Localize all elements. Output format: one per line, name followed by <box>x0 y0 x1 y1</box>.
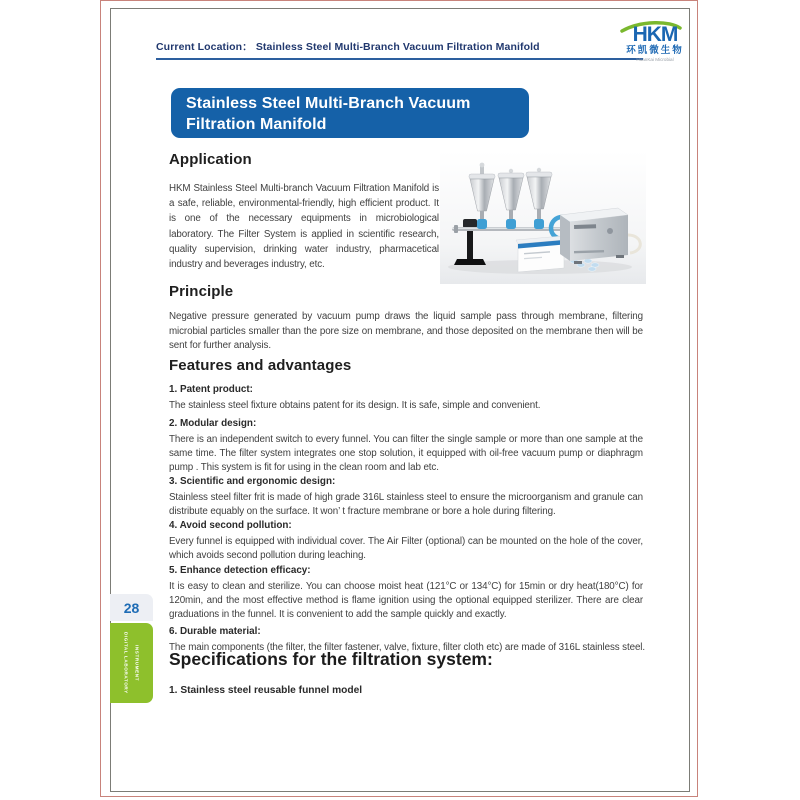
application-body: HKM Stainless Steel Multi-branch Vacuum Filtration Manifold is a safe, reliable, environmental-friendly, high efficient product. It is one of the necessary equipments in microbiological laboratory. The Filter System is applied in scientific research, quality supervision, drinking water industry, pharmacetical industry and beverages industry, etc. <box>169 183 439 270</box>
feature-body: Stainless steel filter frit is made of high grade 316L stainless steel to ensure the microorganism and granule can distribute equably on the surface. It won’ t fracture membrane or bore a hole during filtering. <box>169 492 643 518</box>
specifications-heading: Specifications for the filtration system: <box>169 649 493 669</box>
feature-item-2 <box>169 418 643 476</box>
feature-item-1 <box>169 384 643 413</box>
feature-body: The stainless steel fixture obtains patent for its design. It is safe, simple and convenient. <box>169 400 541 411</box>
feature-title: 4. Avoid second pollution: <box>169 520 292 531</box>
breadcrumb-current-page: Stainless Steel Multi-Branch Vacuum Filtration Manifold <box>255 41 540 53</box>
chapter-tab-line1: DIGITAL LABORATORY <box>123 632 129 694</box>
feature-body: Every funnel is equipped with individual cover. The Air Filter (optional) can be mounted on the hole of the cover, which avoids second pollution during leaching. <box>169 536 643 562</box>
application-heading: Application <box>169 151 252 168</box>
feature-title: 1. Patent product: <box>169 384 253 395</box>
breadcrumb <box>156 39 616 54</box>
principle-heading: Principle <box>169 283 234 300</box>
breadcrumb-label: Current Location： <box>156 41 253 53</box>
chapter-tab <box>110 623 153 703</box>
chapter-tab-line2: INSTRUMENT <box>134 644 140 682</box>
logo-subtitle-cn: 环凯微生物 <box>626 45 684 56</box>
feature-body: The main components (the filter, the filter fastener, valve, fixture, filter cloth etc) are made of 316L stainless steel. <box>169 642 645 653</box>
feature-title: 2. Modular design: <box>169 418 257 429</box>
header-divider <box>156 58 643 60</box>
feature-item-3 <box>169 476 643 519</box>
page-title-line1: Stainless Steel Multi-Branch Vacuum <box>186 95 471 112</box>
membrane-box <box>516 236 564 272</box>
feature-body: There is an independent switch to every funnel. You can filter the single sample or more than one sample at the same time. The filter system integrates one stop solution, it equipped with oil-free vacuum pump or diaphragm pump . This system is fit for using in the clean room and lab etc. <box>169 434 643 474</box>
feature-title: 3. Scientific and ergonomic design: <box>169 476 336 487</box>
logo-subtitle-en: HuanKai Microbial <box>636 57 674 62</box>
features-heading: Features and advantages <box>169 357 352 374</box>
page-number: 28 <box>123 599 140 616</box>
page-title-line2: Filtration Manifold <box>186 115 327 133</box>
catalog-page <box>110 8 690 792</box>
page-title <box>171 88 529 138</box>
principle-body: Negative pressure generated by vacuum pump draws the liquid sample pass through membrane, filtering microbial particles smaller than the pore size on membrane, and those deposited on the membrane then will be sent for further analysis. <box>169 311 643 352</box>
feature-title: 6. Durable material: <box>169 626 261 637</box>
feature-title: 5. Enhance detection efficacy: <box>169 565 311 576</box>
specification-item-1: 1. Stainless steel reusable funnel model <box>169 685 363 696</box>
feature-item-4 <box>169 520 643 563</box>
hkm-logo <box>614 19 696 65</box>
feature-item-5 <box>169 565 643 623</box>
feature-body: It is easy to clean and sterilize. You can choose moist heat (121°C or 134°C) for 15min or dry heat(180°C) for 120min, and the most effective method is flame ignition using the optional equipped sterilizer. There are clear graduations in the funnel. It is convenient to add the sample quickly and exactly. <box>169 581 643 621</box>
page-number-tab <box>110 594 153 621</box>
logo-text: HKM <box>632 23 678 46</box>
product-photo <box>440 151 646 284</box>
